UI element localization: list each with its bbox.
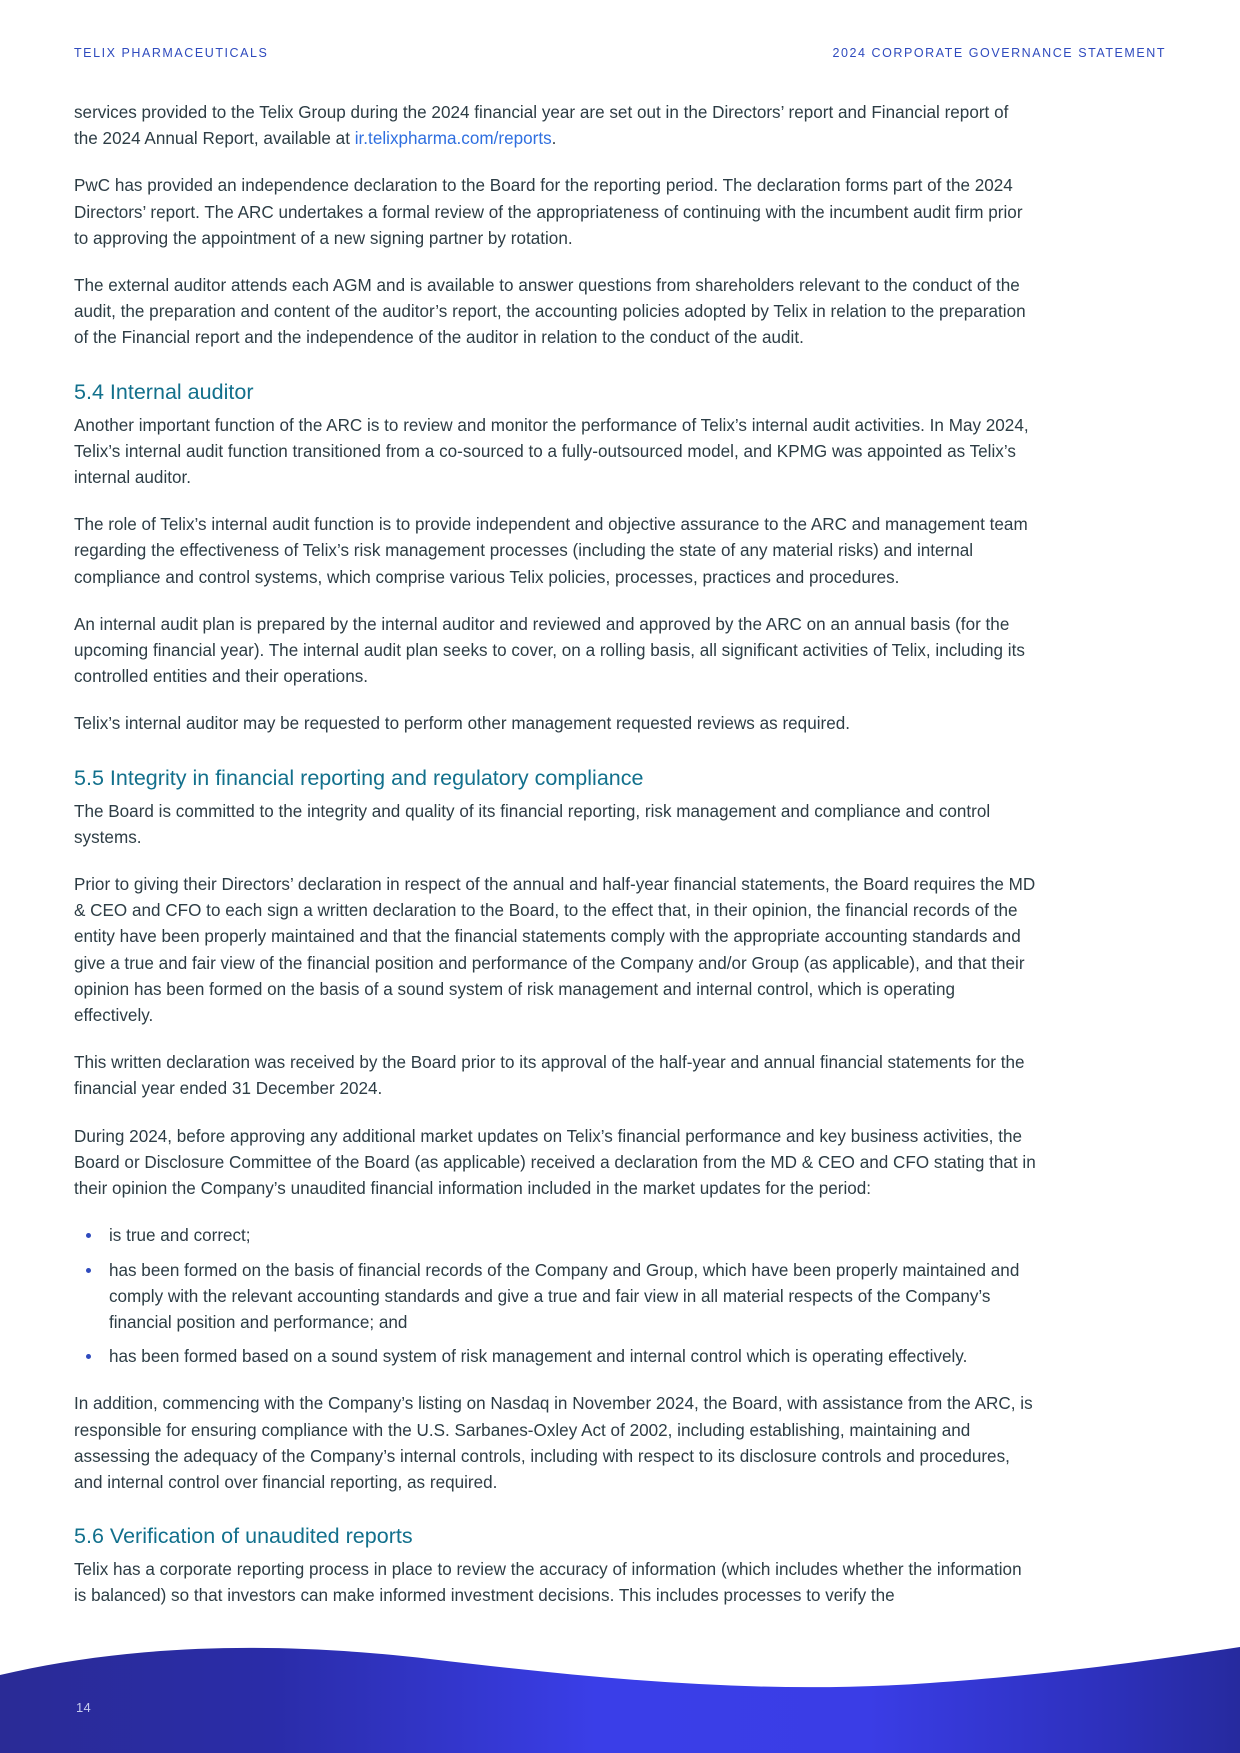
list-item [74, 1258, 1036, 1337]
page-number: 14 [76, 1700, 92, 1715]
footer-wave-graphic [0, 1633, 1240, 1753]
list-item-label: is true and correct; [109, 1226, 251, 1246]
list-item-label: has been formed based on a sound system of risk management and internal control which is operating effectively. [109, 1347, 968, 1367]
paragraph-56-1: Telix has a corporate reporting process in place to review the accuracy of information (which includes whether the information is balanced) so that investors can make informed investment decisions. This includes processes to verify the [74, 1560, 1022, 1606]
header-document-title: 2024 CORPORATE GOVERNANCE STATEMENT [832, 46, 1166, 60]
paragraph-54-2: The role of Telix’s internal audit function is to provide independent and objective assurance to the ARC and management team regarding the effectiveness of Telix’s risk management processes (including the state of any material risks) and internal compliance and control systems, which comprise various Telix policies, processes, practices and procedures. [74, 515, 1028, 587]
bullet-dot-icon [86, 1354, 91, 1359]
heading-5-6-verification-unaudited-reports: 5.6 Verification of unaudited reports [74, 1524, 413, 1549]
list-item-label: has been formed on the basis of financial records of the Company and Group, which have been properly maintained and comply with the relevant accounting standards and give a true and fair view in all material respects of the Company’s financial position and performance; and [109, 1260, 1020, 1332]
wave-path [0, 1647, 1240, 1753]
bullet-dot-icon [86, 1233, 91, 1238]
list-item [74, 1344, 1036, 1370]
heading-5-5-integrity-financial-reporting: 5.5 Integrity in financial reporting and regulatory compliance [74, 765, 644, 790]
list-item [74, 1223, 1036, 1249]
paragraph-55-5-nasdaq-sox: In addition, commencing with the Company’s listing on Nasdaq in November 2024, the Board, with assistance from the ARC, is responsible for ensuring compliance with the U.S. Sarbanes-Oxley Act of 2002, including establishing, maintaining and assessing the adequacy of the Company’s internal controls, including with respect to its disclosure controls and procedures, and internal control over financial reporting, as required. [74, 1394, 1033, 1492]
header-company-name: TELIX PHARMACEUTICALS [74, 46, 269, 60]
running-header [74, 46, 1166, 60]
paragraph-text-part-2: . [551, 129, 557, 149]
paragraph-54-1: Another important function of the ARC is to review and monitor the performance of Telix’s internal audit activities. In May 2024, Telix’s internal audit function transitioned from a co-sourced to a fully-outsourced model, and KPMG was appointed as Telix’s internal auditor. [74, 415, 1029, 488]
page-content [74, 100, 1036, 1631]
paragraph-54-4: Telix’s internal auditor may be requested to perform other management requested reviews as required. [74, 714, 851, 734]
paragraph-pwc-independence: PwC has provided an independence declaration to the Board for the reporting period. The declaration forms part of the 2024 Directors’ report. The ARC undertakes a formal review of the appropriateness of continuing with the incumbent audit firm prior to approving the appointment of a new signing partner by rotation. [74, 176, 1023, 248]
bullet-dot-icon [86, 1268, 91, 1273]
heading-5-4-internal-auditor: 5.4 Internal auditor [74, 379, 254, 404]
reports-link[interactable]: ir.telixpharma.com/reports [354, 129, 552, 149]
declaration-bullet-list [74, 1223, 1036, 1370]
paragraph-54-3: An internal audit plan is prepared by the internal auditor and reviewed and approved by the ARC on an annual basis (for the upcoming financial year). The internal audit plan seeks to cover, on a rolling basis, all significant activities of Telix, including its controlled entities and their operations. [74, 614, 1025, 687]
paragraph-55-1: The Board is committed to the integrity and quality of its financial reporting, risk management and compliance and control systems. [74, 801, 991, 847]
paragraph-text-part-1: services provided to the Telix Group during the 2024 financial year are set out in the Directors’ report and Financial report of the 2024 Annual Report, available at [74, 103, 1009, 149]
paragraph-external-auditor-agm: The external auditor attends each AGM and is available to answer questions from shareholders relevant to the conduct of the audit, the preparation and content of the auditor’s report, the accounting policies adopted by Telix in relation to the preparation of the Financial report and the independence of the auditor in relation to the conduct of the audit. [74, 276, 1026, 348]
paragraph-55-3: This written declaration was received by the Board prior to its approval of the half-year and annual financial statements for the financial year ended 31 December 2024. [74, 1053, 1025, 1099]
paragraph-55-2: Prior to giving their Directors’ declaration in respect of the annual and half-year financial statements, the Board requires the MD & CEO and CFO to each sign a written declaration to the Board, to the effect that, in their opinion, the financial records of the entity have been properly maintained and that the financial statements comply with the appropriate accounting standards and give a true and fair view of the financial position and performance of the Company and/or Group (as applicable), and that their opinion has been formed on the basis of a sound system of risk management and internal control, which is operating effectively. [74, 875, 1036, 1026]
paragraph-auditor-services [74, 100, 1036, 152]
paragraph-55-4: During 2024, before approving any additional market updates on Telix’s financial performance and key business activities, the Board or Disclosure Committee of the Board (as applicable) received a declaration from the MD & CEO and CFO stating that in their opinion the Company’s unaudited financial information included in the market updates for the period: [74, 1126, 1036, 1199]
